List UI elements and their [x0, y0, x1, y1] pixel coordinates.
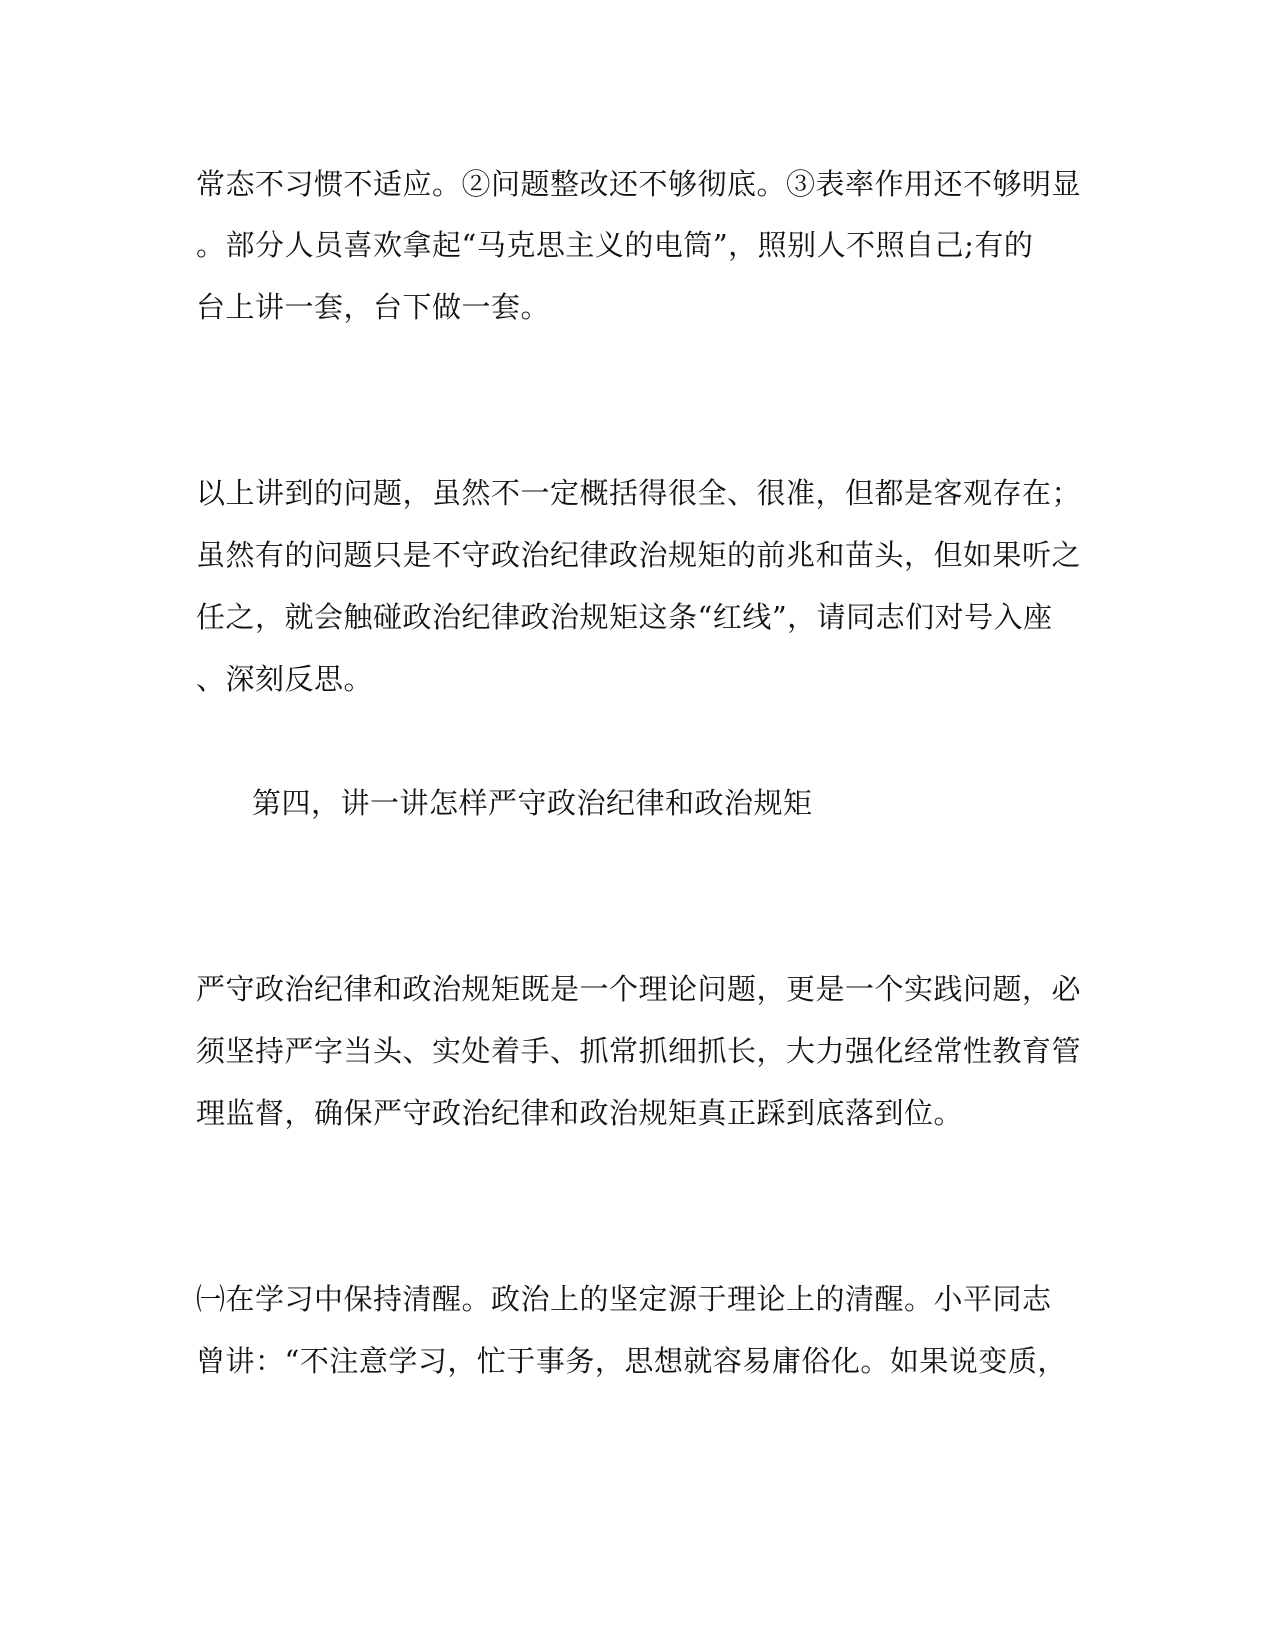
paragraph-3-line-1: 严守政治纪律和政治规矩既是一个理论问题，更是一个实践问题，必: [196, 972, 1082, 1006]
paragraph-1-line-3: 台上讲一套，台下做一套。: [196, 290, 551, 324]
paragraph-1-line-1: 常态不习惯不适应。②问题整改还不够彻底。③表率作用还不够明显: [196, 167, 1082, 201]
paragraph-2-line-2: 虽然有的问题只是不守政治纪律政治规矩的前兆和苗头，但如果听之: [196, 538, 1082, 572]
paragraph-3-line-2: 须坚持严字当头、实处着手、抓常抓细抓长，大力强化经常性教育管: [196, 1034, 1082, 1068]
section-heading: 第四，讲一讲怎样严守政治纪律和政治规矩: [252, 786, 813, 820]
paragraph-4-line-1: ㈠在学习中保持清醒。政治上的坚定源于理论上的清醒。小平同志: [196, 1282, 1052, 1316]
paragraph-4-line-2: 曾讲：“不注意学习，忙于事务，思想就容易庸俗化。如果说变质，: [196, 1344, 1067, 1378]
paragraph-3-line-3: 理监督，确保严守政治纪律和政治规矩真正踩到底落到位。: [196, 1096, 964, 1130]
paragraph-2-line-4: 、深刻反思。: [196, 662, 374, 696]
paragraph-2-line-3: 任之，就会触碰政治纪律政治规矩这条“红线”，请同志们对号入座: [196, 600, 1053, 634]
paragraph-1-line-2: 。部分人员喜欢拿起“马克思主义的电筒”，照别人不照自己;有的: [196, 228, 1034, 262]
paragraph-2-line-1: 以上讲到的问题，虽然不一定概括得很全、很准，但都是客观存在；: [196, 476, 1082, 510]
